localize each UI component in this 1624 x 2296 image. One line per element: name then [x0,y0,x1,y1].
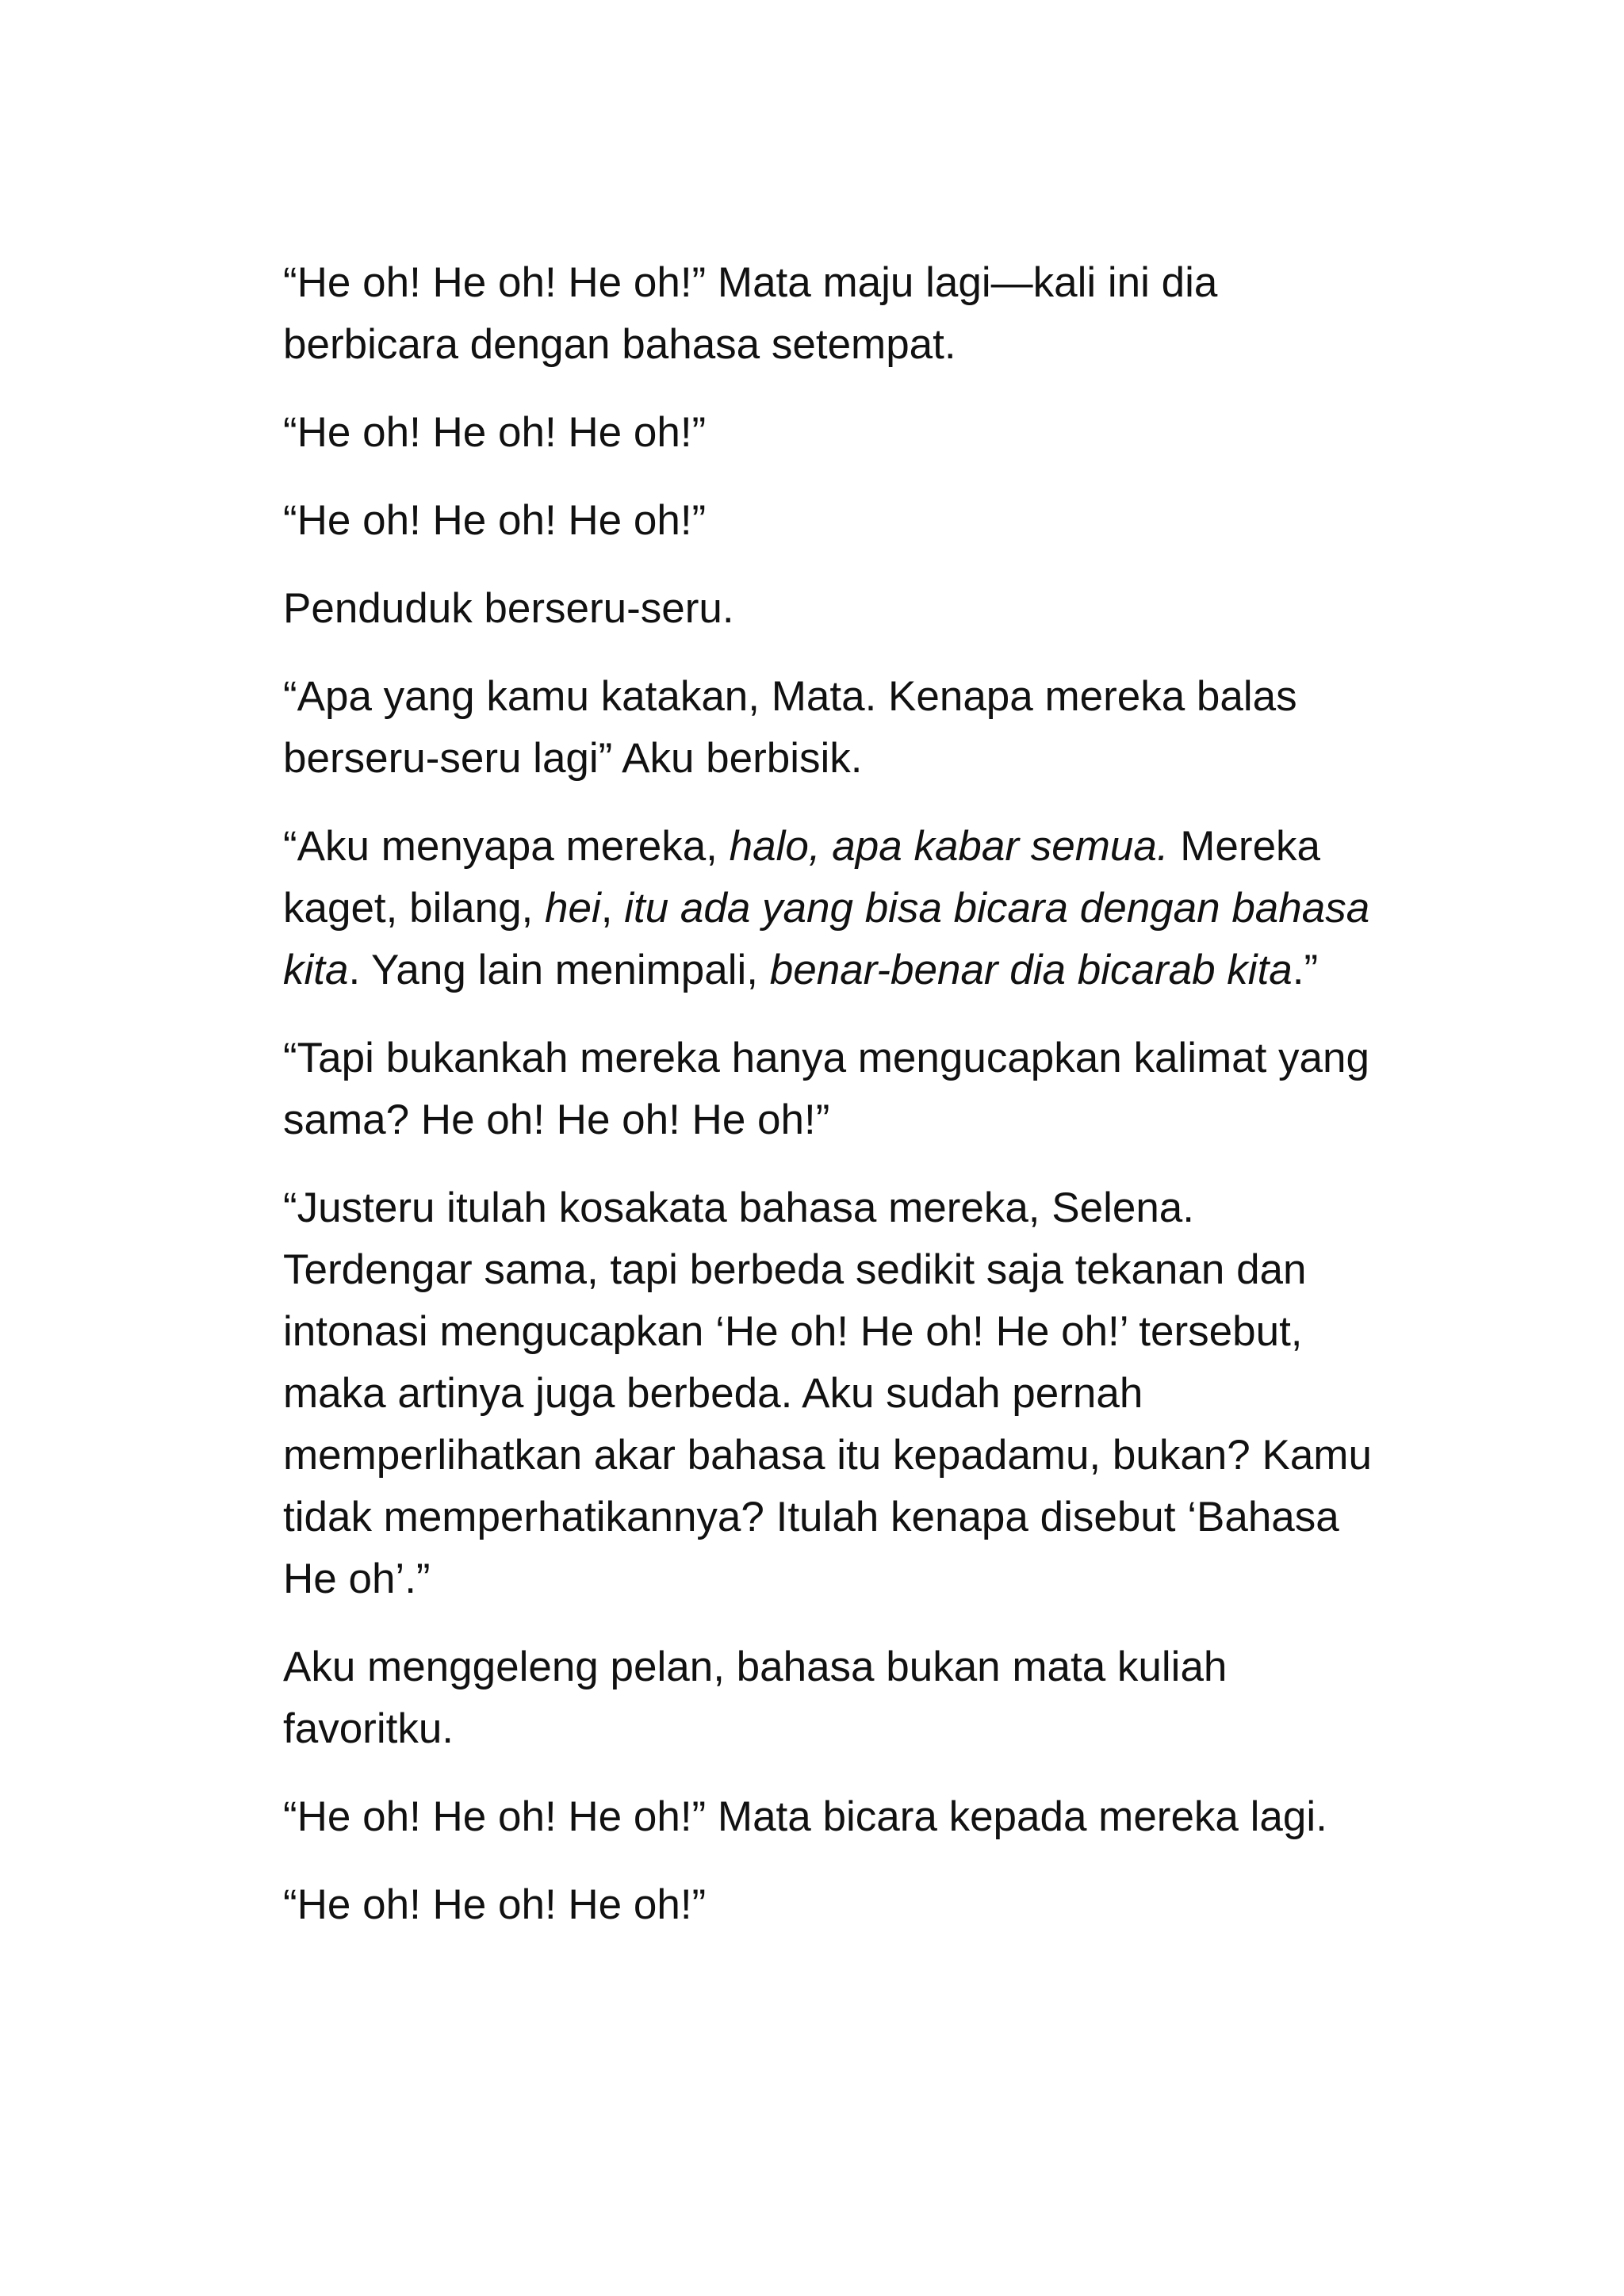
text-segment: “Justeru itulah kosakata bahasa mereka, Selena. Terdengar sama, tapi berbeda sedikit saja tekanan dan intonasi mengucapkan ‘He oh! He oh! He oh!’ tersebut, maka artinya juga berbeda. Aku sudah pernah memperlihatkan akar bahasa itu kepadamu, bukan? Kamu tidak memperhatikannya? Itulah kenapa disebut ‘Bahasa He oh’.” [283,1184,1372,1602]
text-segment: Penduduk berseru-seru. [283,585,734,632]
text-segment: “He oh! He oh! He oh!” [283,497,707,544]
paragraph [283,1786,1385,1848]
paragraph [283,490,1385,552]
text-segment: , [600,885,625,932]
text-segment: .” [1292,947,1319,993]
text-segment: “Aku menyapa mereka, [283,823,730,870]
text-segment: . Yang lain menimpali, [348,947,770,993]
text-segment: “He oh! He oh! He oh!” Mata bicara kepada mereka lagi. [283,1793,1327,1840]
paragraph [283,816,1385,1001]
paragraph [283,578,1385,640]
paragraph [283,666,1385,790]
paragraph [283,402,1385,464]
text-segment: “Tapi bukankah mereka hanya mengucapkan kalimat yang sama? He oh! He oh! He oh!” [283,1035,1369,1143]
text-segment: “He oh! He oh! He oh!” Mata maju lagi—kali ini dia berbicara dengan bahasa setempat. [283,259,1218,368]
paragraph [283,1177,1385,1610]
text-segment: Mereka kaget, bilang, [283,823,1321,932]
italic-segment: halo, apa kabar semua. [729,823,1169,870]
paragraph [283,252,1385,376]
paragraph [283,1636,1385,1760]
italic-segment: benar-benar dia bicarab kita [769,947,1293,993]
italic-segment: hei [545,885,601,932]
story-text [283,252,1385,1936]
text-segment: Aku menggeleng pelan, bahasa bukan mata kuliah favoritku. [283,1644,1228,1752]
paragraph [283,1874,1385,1936]
paragraph [283,1027,1385,1151]
text-segment: “He oh! He oh! He oh!” [283,409,707,456]
text-segment: “Apa yang kamu katakan, Mata. Kenapa mereka balas berseru-seru lagi” Aku berbisik. [283,673,1297,782]
text-segment: “He oh! He oh! He oh!” [283,1881,707,1928]
italic-segment: itu ada yang bisa bicara dengan bahasa kita [283,885,1370,993]
